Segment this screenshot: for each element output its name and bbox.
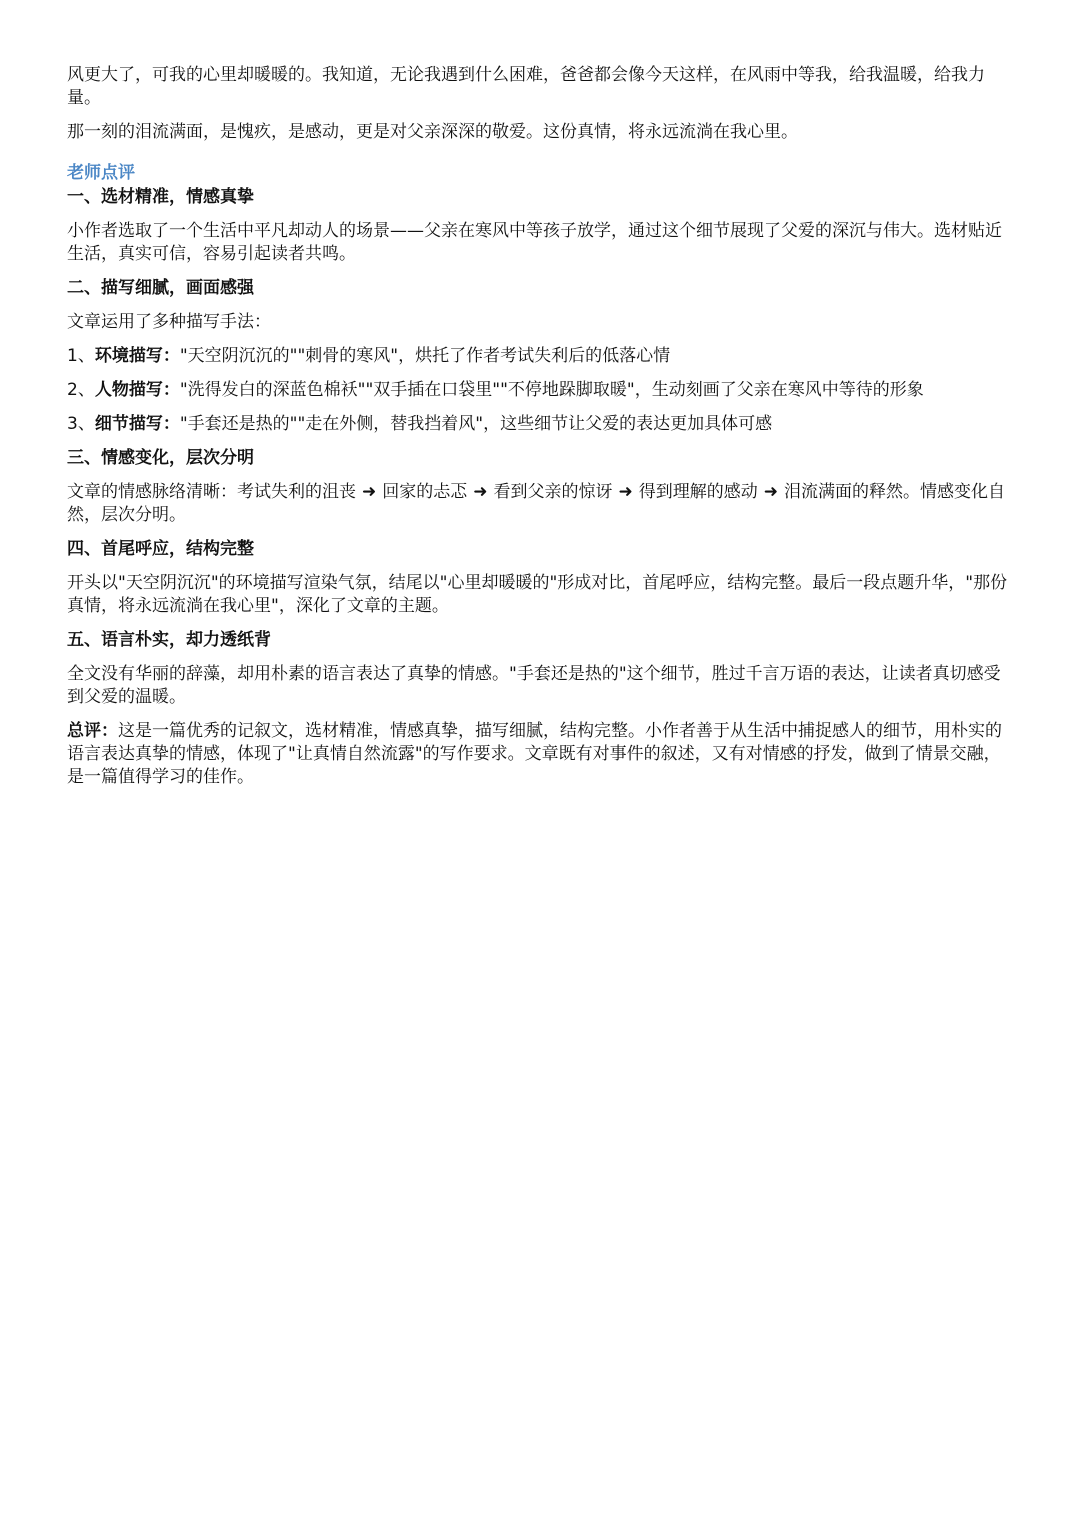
teacher-review-title: 老师点评 — [67, 163, 135, 183]
review-section-text: 全文没有华丽的辞藻，却用朴素的语言表达了真挚的情感。"手套还是热的"这个细节，胜过千言万语的表达，让读者真切感受到父爱的温暖。 — [67, 664, 1001, 707]
summary-paragraph — [67, 720, 1010, 789]
list-item-text: "天空阴沉沉的""刺骨的寒风"，烘托了作者考试失利后的低落心情 — [179, 346, 671, 366]
review-section-heading: 五、语言朴实，却力透纸背 — [67, 630, 271, 650]
emotion-step: 得到理解的感动 — [638, 482, 758, 502]
review-section-heading: 一、选材精准，情感真挚 — [67, 187, 254, 207]
review-section-text: 开头以"天空阴沉沉"的环境描写渲染气氛，结尾以"心里却暖暖的"形成对比，首尾呼应，结构完整。最后一段点题升华，"那份真情，将永远流淌在我心里"，深化了文章的主题。 — [67, 573, 1008, 616]
emotion-step: 看到父亲的惊讶 — [493, 482, 613, 502]
list-item-number: 3、 — [67, 414, 95, 434]
arrow-right-icon: ➜ — [763, 482, 778, 502]
list-item-text: "洗得发白的深蓝色棉袄""双手插在口袋里""不停地跺脚取暖"，生动刻画了父亲在寒风中等待的形象 — [179, 380, 924, 400]
list-item-number: 2、 — [67, 380, 95, 400]
arrow-right-icon: ➜ — [618, 482, 633, 502]
emotion-flow-tail: 情感变化自然，层次分明。 — [67, 482, 1005, 525]
list-item-text: "手套还是热的""走在外侧，替我挡着风"，这些细节让父爱的表达更加具体可感 — [179, 414, 773, 434]
review-section-heading: 二、描写细腻，画面感强 — [67, 278, 254, 298]
review-section-heading: 三、情感变化，层次分明 — [67, 448, 254, 468]
list-item-number: 1、 — [67, 346, 95, 366]
emotion-step: 考试失利的沮丧 — [237, 482, 356, 502]
essay-paragraph: 风更大了，可我的心里却暖暖的。我知道，无论我遇到什么困难，爸爸都会像今天这样，在风雨中等我，给我温暖，给我力量。 — [67, 65, 985, 108]
arrow-right-icon: ➜ — [473, 482, 488, 502]
list-item-label: 环境描写： — [94, 346, 180, 366]
list-item-label: 人物描写： — [94, 380, 180, 400]
review-section-heading: 四、首尾呼应，结构完整 — [67, 539, 254, 559]
emotion-flow-paragraph — [67, 481, 1010, 527]
review-section-intro: 文章运用了多种描写手法： — [67, 312, 271, 332]
summary-text: 这是一篇优秀的记叙文，选材精准，情感真挚，描写细腻，结构完整。小作者善于从生活中捕捉感人的细节，用朴实的语言表达真挚的情感，体现了"让真情自然流露"的写作要求。文章既有对事件的叙述，又有对情感的抒发，做到了情景交融，是一篇值得学习的佳作。 — [67, 721, 1002, 787]
essay-paragraph: 那一刻的泪流满面，是愧疚，是感动，更是对父亲深深的敬爱。这份真情，将永远流淌在我心里。 — [67, 122, 798, 142]
emotion-step: 回家的忐忑 — [382, 482, 468, 502]
summary-label: 总评： — [67, 721, 118, 741]
list-item — [67, 379, 1010, 402]
list-item-label: 细节描写： — [94, 414, 180, 434]
arrow-right-icon: ➜ — [362, 482, 377, 502]
list-item — [67, 413, 1010, 436]
emotion-step: 泪流满面的释然。 — [784, 482, 920, 502]
review-section-text: 小作者选取了一个生活中平凡却动人的场景——父亲在寒风中等孩子放学，通过这个细节展现了父爱的深沉与伟大。选材贴近生活，真实可信，容易引起读者共鸣。 — [67, 221, 1002, 264]
list-item — [67, 345, 1010, 368]
emotion-flow-lead: 文章的情感脉络清晰： — [67, 482, 237, 502]
